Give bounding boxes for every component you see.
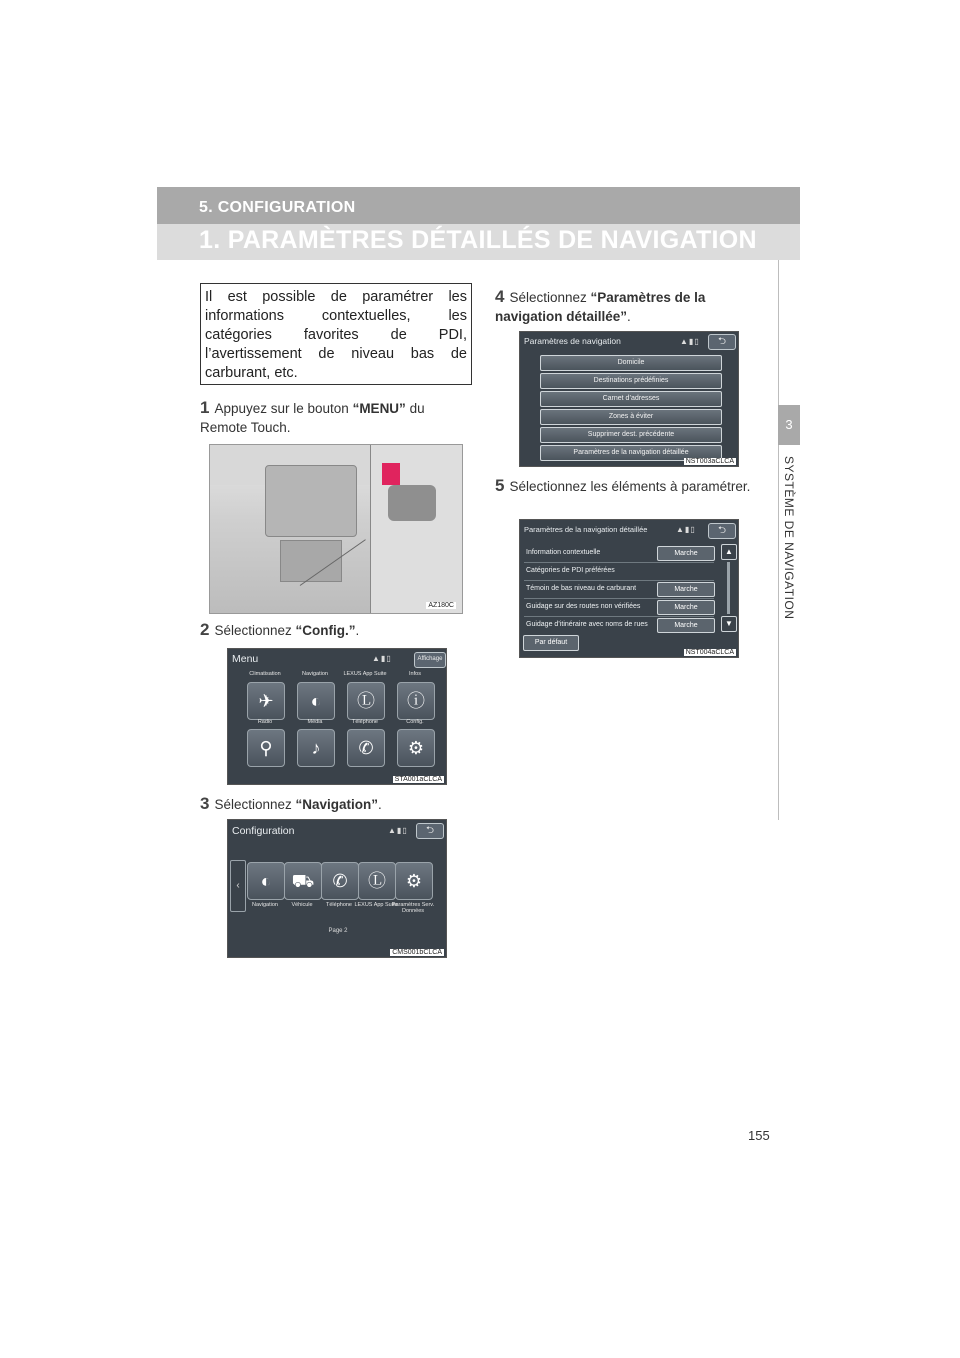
step-text: Sélectionnez les éléments à paramétrer.: [509, 479, 751, 494]
menu-label: LEXUS App Suite: [343, 671, 387, 677]
config-label: LEXUS App Suite: [354, 902, 398, 908]
lexus-app-icon[interactable]: Ⓛ: [347, 682, 385, 720]
setting-label[interactable]: Catégories de PDI préférées: [526, 567, 615, 574]
step-text: Sélectionnez: [214, 623, 296, 638]
config-label: Véhicule: [291, 902, 313, 908]
figure-code: CMS001bCLCA: [392, 949, 442, 956]
screen-title: Paramètres de navigation: [524, 336, 621, 346]
config-icon[interactable]: ⚙: [397, 729, 435, 767]
vehicle-icon[interactable]: ⛟: [284, 862, 322, 900]
page-title: 1. PARAMÈTRES DÉTAILLÉS DE NAVIGATION: [199, 226, 757, 254]
detailed-navigation-settings-button[interactable]: Paramètres de la navigation détaillée: [540, 445, 722, 461]
signal-icon: ▲▮▯: [372, 654, 392, 663]
figure-code: NST004aCLCA: [685, 649, 734, 656]
prev-page-arrow[interactable]: ‹: [230, 860, 246, 912]
navigation-icon[interactable]: ◐: [297, 682, 335, 720]
config-label: Téléphone: [326, 902, 352, 908]
step-4: [495, 287, 765, 326]
setting-label: Information contextuelle: [526, 549, 601, 556]
configuration-screen: [227, 819, 447, 958]
phone-icon[interactable]: ✆: [321, 862, 359, 900]
navigation-icon[interactable]: ◐: [247, 862, 285, 900]
screen-title: Menu: [232, 653, 259, 665]
step-5: [495, 476, 765, 496]
step-1: [200, 398, 472, 437]
config-label: Paramètres Serv. Données: [391, 902, 435, 914]
side-divider: [778, 260, 779, 820]
step-keyword: “Navigation”: [295, 797, 379, 812]
row-divider: [524, 562, 714, 563]
config-label: Navigation: [252, 902, 278, 908]
setting-label: Témoin de bas niveau de carburant: [526, 585, 637, 592]
setting-value-button[interactable]: Marche: [657, 582, 715, 597]
display-button[interactable]: Affichage: [414, 652, 446, 668]
media-icon[interactable]: ♪: [297, 729, 335, 767]
navigation-settings-screen: [519, 331, 739, 467]
back-button[interactable]: ⮌: [416, 823, 444, 839]
menu-label: Média: [307, 719, 323, 725]
step-text: du Remote Touch.: [200, 401, 425, 435]
address-book-button[interactable]: Carnet d’adresses: [540, 391, 722, 407]
row-divider: [524, 616, 714, 617]
setting-value-button[interactable]: Marche: [657, 600, 715, 615]
signal-icon: ▲▮▯: [388, 826, 408, 835]
setting-label: Guidage d’itinéraire avec noms de rues: [526, 621, 648, 628]
figure-code: AZ180C: [428, 602, 454, 609]
scroll-up-icon[interactable]: ▲: [721, 544, 737, 560]
signal-icon: ▲▮▯: [680, 337, 700, 346]
menu-label: Infos: [409, 671, 421, 677]
menu-label: Téléphone: [352, 719, 378, 725]
chapter-tab: 3: [778, 405, 800, 445]
step-keyword: “MENU”: [352, 401, 406, 416]
step-number: 2: [200, 620, 210, 639]
menu-label: Config.: [406, 719, 424, 725]
setting-value-button[interactable]: Marche: [657, 546, 715, 561]
detailed-navigation-screen: [519, 519, 739, 658]
menu-label: Radio: [257, 719, 273, 725]
back-button[interactable]: ⮌: [708, 334, 736, 350]
lexus-app-icon[interactable]: Ⓛ: [358, 862, 396, 900]
step-text: Appuyez sur le bouton: [214, 401, 353, 416]
step-text: Sélectionnez: [214, 797, 296, 812]
delete-previous-destinations-button[interactable]: Supprimer dest. précédente: [540, 427, 722, 443]
menu-screen: [227, 648, 447, 785]
screen-title: Paramètres de la navigation détaillée: [524, 525, 648, 534]
scrollbar[interactable]: [727, 562, 730, 614]
menu-label: Climatisation: [249, 671, 281, 677]
preset-destinations-button[interactable]: Destinations prédéfinies: [540, 373, 722, 389]
radio-icon[interactable]: ⚲: [247, 729, 285, 767]
step-keyword: “Paramètres de la navigation détaillée”: [495, 290, 706, 324]
info-icon[interactable]: ⓘ: [397, 682, 435, 720]
figure-code: STA001aCLCA: [394, 776, 442, 783]
page-number: 155: [748, 1128, 770, 1143]
intro-box: Il est possible de paramétrer les informations contextuelles, les catégories favorites de PDI, l’avertissement de niveau bas de carburant, etc.: [200, 283, 472, 385]
step-2: [200, 620, 472, 640]
screen-title: Configuration: [232, 825, 295, 837]
scroll-down-icon[interactable]: ▼: [721, 616, 737, 632]
phone-icon[interactable]: ✆: [347, 729, 385, 767]
menu-label: Navigation: [302, 671, 328, 677]
data-services-icon[interactable]: ⚙: [395, 862, 433, 900]
row-divider: [524, 580, 714, 581]
page-indicator: Page 2: [328, 928, 348, 934]
setting-label: Guidage sur des routes non vérifiées: [526, 603, 641, 610]
row-divider: [524, 598, 714, 599]
arrow-indicator-icon: [382, 463, 400, 485]
step-text: .: [627, 309, 631, 324]
step-number: 3: [200, 794, 210, 813]
default-button[interactable]: Par défaut: [523, 635, 579, 651]
remote-touch-illustration: [209, 444, 463, 614]
chapter-label: SYSTÈME DE NAVIGATION: [782, 456, 796, 620]
figure-code: NST003aCLCA: [685, 458, 734, 465]
back-button[interactable]: ⮌: [708, 523, 736, 539]
setting-value-button[interactable]: Marche: [657, 618, 715, 633]
step-text: .: [355, 623, 360, 638]
step-3: [200, 794, 472, 814]
step-number: 5: [495, 476, 505, 495]
step-text: Sélectionnez: [509, 290, 591, 305]
step-number: 1: [200, 398, 210, 417]
step-keyword: “Config.”: [295, 623, 356, 638]
step-text: .: [378, 797, 382, 812]
section-label: 5. CONFIGURATION: [199, 199, 356, 216]
avoid-areas-button[interactable]: Zones à éviter: [540, 409, 722, 425]
step-number: 4: [495, 287, 505, 306]
climate-icon[interactable]: ✈: [247, 682, 285, 720]
home-button[interactable]: Domicile: [540, 355, 722, 371]
signal-icon: ▲▮▯: [676, 525, 696, 534]
